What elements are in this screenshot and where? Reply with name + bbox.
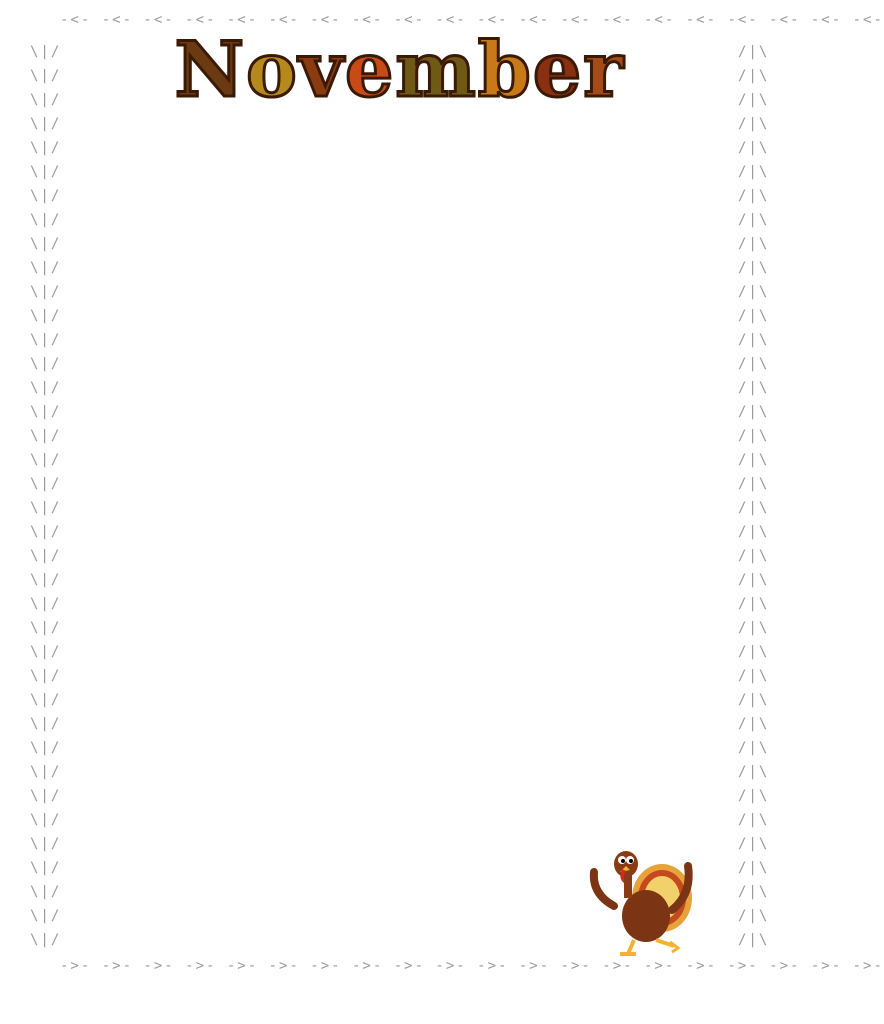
track-mark: \|/ [30,164,62,180]
track-mark: \|/ [30,236,62,252]
month-title-letter: e [532,25,584,114]
track-mark: \|/ [30,380,62,396]
track-mark: \|/ [30,740,62,756]
track-mark: \|/ [30,644,62,660]
track-mark: \|/ [30,572,62,588]
track-mark: \|/ [30,524,62,540]
track-mark: /|\ [738,476,770,492]
track-mark: \|/ [30,404,62,420]
track-mark: /|\ [738,572,770,588]
month-title-letter: N [174,25,247,114]
track-mark: \|/ [30,836,62,852]
track-mark: \|/ [30,596,62,612]
track-mark: /|\ [738,164,770,180]
track-mark: \|/ [30,620,62,636]
right-border-tracks [738,40,770,960]
track-mark: \|/ [30,308,62,324]
track-mark: /|\ [738,92,770,108]
track-mark: /|\ [738,836,770,852]
track-mark: \|/ [30,92,62,108]
track-mark: /|\ [738,740,770,756]
track-mark: /|\ [738,716,770,732]
track-mark: \|/ [30,140,62,156]
month-title-letter: o [246,25,299,114]
track-mark: /|\ [738,188,770,204]
track-mark: /|\ [738,308,770,324]
track-mark: /|\ [738,500,770,516]
track-mark: /|\ [738,692,770,708]
track-mark: \|/ [30,788,62,804]
track-mark: \|/ [30,692,62,708]
track-mark: \|/ [30,764,62,780]
track-mark: \|/ [30,908,62,924]
track-mark: \|/ [30,356,62,372]
track-mark: /|\ [738,380,770,396]
track-mark: \|/ [30,428,62,444]
track-mark: \|/ [30,332,62,348]
top-border-tracks: -<- -<- -<- -<- -<- -<- -<- -<- -<- -<- -<- -<- -<- -<- -<- -<- -<- -<- -<- -<- [60,12,884,28]
track-mark: \|/ [30,284,62,300]
track-mark: \|/ [30,188,62,204]
track-mark: \|/ [30,212,62,228]
track-mark: /|\ [738,860,770,876]
track-mark: /|\ [738,44,770,60]
month-title-letter: v [298,25,345,114]
track-mark: /|\ [738,356,770,372]
track-mark: \|/ [30,716,62,732]
month-title-letter: r [583,25,626,114]
track-mark: /|\ [738,668,770,684]
track-mark: \|/ [30,500,62,516]
month-title-letter: b [477,25,533,114]
month-title [60,25,740,114]
month-title-letter: e [345,25,396,114]
track-mark: /|\ [738,452,770,468]
track-mark: \|/ [30,932,62,948]
track-mark: \|/ [30,884,62,900]
track-mark: \|/ [30,116,62,132]
track-mark: \|/ [30,476,62,492]
track-mark: /|\ [738,68,770,84]
track-mark: \|/ [30,68,62,84]
track-mark: /|\ [738,908,770,924]
track-mark: /|\ [738,788,770,804]
track-mark: /|\ [738,284,770,300]
bottom-border-tracks: ->- ->- ->- ->- ->- ->- ->- ->- ->- ->- ->- ->- ->- ->- ->- ->- ->- ->- ->- ->- [60,958,884,974]
track-mark: \|/ [30,44,62,60]
track-mark: /|\ [738,812,770,828]
left-border-tracks [30,40,62,960]
track-mark: /|\ [738,884,770,900]
track-mark: /|\ [738,140,770,156]
track-mark: \|/ [30,860,62,876]
track-mark: \|/ [30,668,62,684]
track-mark: /|\ [738,596,770,612]
track-mark: \|/ [30,260,62,276]
track-mark: \|/ [30,452,62,468]
track-mark: /|\ [738,260,770,276]
track-mark: /|\ [738,428,770,444]
track-mark: /|\ [738,620,770,636]
turkey-icon [584,836,704,960]
track-mark: /|\ [738,404,770,420]
track-mark: /|\ [738,644,770,660]
track-mark: \|/ [30,812,62,828]
track-mark: \|/ [30,548,62,564]
track-mark: /|\ [738,332,770,348]
track-mark: /|\ [738,764,770,780]
track-mark: /|\ [738,236,770,252]
track-mark: /|\ [738,212,770,228]
month-title-letter: m [395,25,478,114]
track-mark: /|\ [738,524,770,540]
track-mark: /|\ [738,548,770,564]
track-mark: /|\ [738,932,770,948]
track-mark: /|\ [738,116,770,132]
